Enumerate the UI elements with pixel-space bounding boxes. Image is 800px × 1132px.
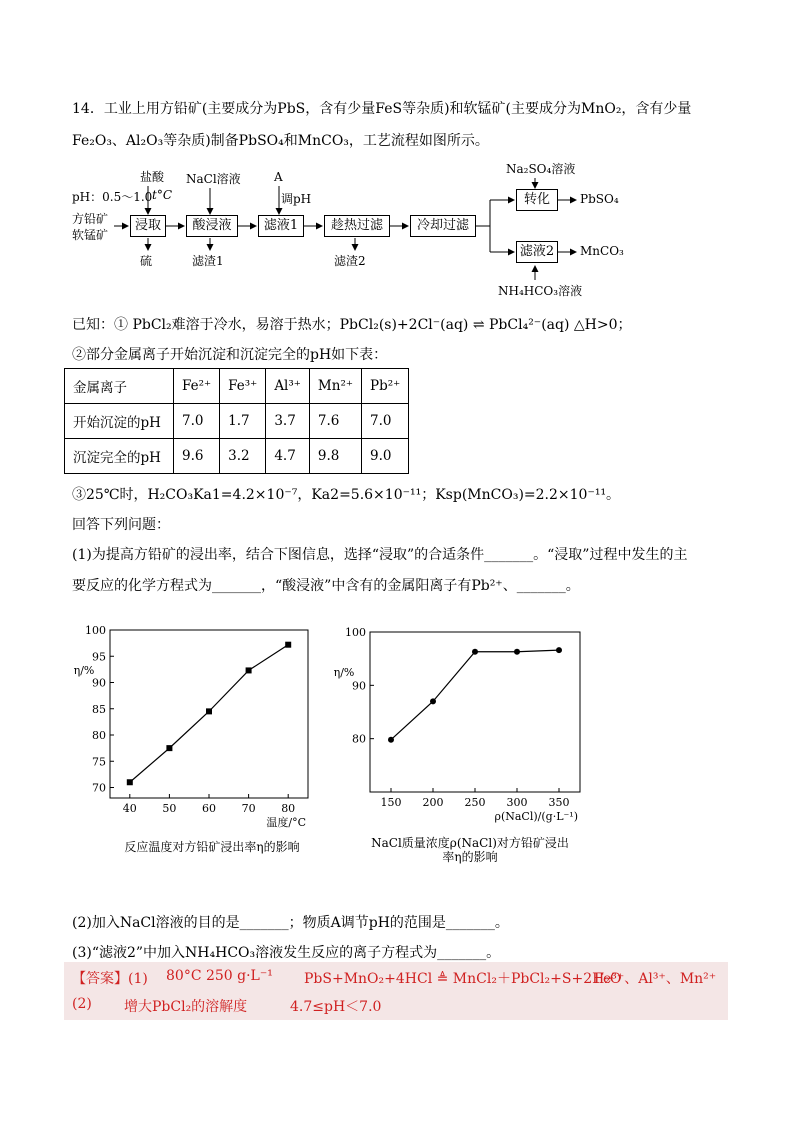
table-header-cell: Al³⁺	[266, 369, 310, 404]
y-tick-label: 100	[345, 626, 366, 639]
data-point	[246, 667, 252, 673]
x-tick-label: 60	[202, 802, 216, 815]
table-cell: 4.7	[266, 439, 310, 474]
y-axis-label: η/%	[73, 664, 95, 677]
data-point	[285, 642, 291, 648]
filtrate2-box: 滤液2	[516, 241, 558, 263]
mnco3-product: MnCO₃	[580, 244, 624, 258]
data-point	[430, 698, 436, 704]
question-line-1: 14．工业上用方铅矿(主要成分为PbS，含有少量FeS等杂质)和软锰矿(主要成分为MnO₂，含有少量	[72, 101, 692, 117]
y-tick-label: 100	[85, 624, 106, 637]
x-axis-label: 温度/°C	[266, 816, 306, 829]
data-point	[514, 649, 520, 655]
chart1-title: 反应温度对方铅矿浸出率η的影响	[124, 840, 300, 854]
precipitation-ph-table	[64, 368, 409, 474]
y-tick-label: 90	[352, 679, 366, 693]
y-tick-label: 70	[92, 781, 106, 795]
known-line-1: 已知：① PbCl₂难溶于冷水，易溶于热水；PbCl₂(s)+2Cl⁻(aq) ⇌ PbCl₄²⁻(aq) △H>0；	[72, 317, 632, 333]
y-tick-label: 85	[92, 702, 106, 716]
question-line-2: Fe₂O₃、Al₂O₃等杂质)制备PbSO₄和MnCO₃，工艺流程如图所示。	[72, 133, 489, 149]
table-header-row	[65, 369, 409, 404]
sulfur-output: 硫	[140, 254, 153, 268]
y-tick-label: 80	[352, 732, 366, 746]
nh4hco3-reagent: NH₄HCO₃溶液	[498, 284, 583, 298]
cool-filter-box: 冷却过滤	[410, 215, 476, 237]
flow-arrows	[0, 0, 800, 300]
data-point	[206, 708, 212, 714]
hot-filter-box: 趁热过滤	[324, 215, 390, 237]
pbso4-product: PbSO₄	[580, 192, 619, 206]
data-point	[556, 647, 562, 653]
y-tick-label: 80	[92, 729, 106, 742]
plot-frame	[370, 632, 580, 792]
answer-equation: PbS+MnO₂+4HCl ≜ MnCl₂＋PbCl₂+S+2H₂O	[304, 971, 622, 987]
x-tick-label: 250	[464, 796, 486, 809]
raw-material-2: 软锰矿	[72, 228, 109, 242]
data-point	[388, 737, 394, 743]
table-cell: 开始沉淀的pH	[65, 404, 174, 439]
x-tick-label: 350	[548, 796, 570, 809]
answer-ph-range: 4.7≤pH＜7.0	[290, 999, 382, 1015]
x-tick-label: 50	[162, 802, 177, 815]
table-cell: 9.8	[309, 439, 361, 474]
prompt: 回答下列问题：	[72, 517, 170, 533]
answer-tag-2: (2)	[72, 996, 92, 1012]
question-1-line-1: (1)为提高方铅矿的浸出率，结合下图信息，选择“浸取”的合适条件_______。“浸取”过程中发生的主	[72, 547, 688, 563]
table-cell: 9.6	[174, 439, 220, 474]
data-point	[127, 779, 133, 785]
reagent-a: A	[274, 170, 283, 184]
series-line	[391, 650, 559, 740]
adjust-ph-label: 调pH	[281, 192, 312, 206]
table-header-cell: Fe³⁺	[220, 369, 266, 404]
x-tick-label: 200	[422, 796, 444, 809]
data-point	[166, 745, 172, 751]
x-axis-label: ρ(NaCl)/(g·L⁻¹)	[494, 810, 578, 823]
table-header-cell: 金属离子	[65, 369, 174, 404]
table-cell: 1.7	[220, 404, 266, 439]
answer-tag: 【答案】(1)	[72, 971, 148, 987]
na2so4-reagent: Na₂SO₄溶液	[506, 162, 576, 176]
y-axis-label: η/%	[333, 666, 355, 679]
table-cell: 3.7	[266, 404, 310, 439]
table-header-cell: Mn²⁺	[309, 369, 361, 404]
table-row	[65, 439, 409, 474]
x-tick-label: 300	[506, 796, 528, 809]
question-3: (3)“滤液2”中加入NH₄HCO₃溶液发生反应的离子方程式为_______。	[72, 945, 501, 961]
raw-material-1: 方铅矿	[72, 212, 109, 226]
x-tick-label: 40	[122, 802, 137, 815]
table-header-cell: Pb²⁺	[361, 369, 408, 404]
residue2-output: 滤渣2	[334, 254, 366, 268]
table-cell: 沉淀完全的pH	[65, 439, 174, 474]
y-tick-label: 75	[92, 755, 106, 769]
acid-leachate-box: 酸浸液	[186, 215, 238, 237]
table-cell: 7.6	[309, 404, 361, 439]
x-tick-label: 70	[241, 802, 256, 815]
filtrate1-box: 滤液1	[258, 215, 304, 237]
data-point	[472, 649, 478, 655]
table-cell: 3.2	[220, 439, 266, 474]
chart-temperature	[60, 618, 330, 848]
known-line-2: ②部分金属离子开始沉淀和沉淀完全的pH如下表：	[72, 347, 388, 363]
chart-nacl-concentration	[330, 620, 590, 830]
table-cell: 7.0	[361, 404, 408, 439]
answer-box	[64, 962, 728, 1020]
question-1-line-2: 要反应的化学方程式为_______，“酸浸液”中含有的金属阳离子有Pb²⁺、_______。	[72, 578, 580, 594]
nacl-reagent: NaCl溶液	[186, 172, 241, 186]
y-tick-label: 90	[92, 676, 106, 690]
leach-box: 浸取	[130, 215, 166, 237]
x-tick-label: 80	[281, 802, 296, 815]
question-2: (2)加入NaCl溶液的目的是_______；物质A调节pH的范围是_______。	[72, 915, 509, 931]
y-tick-label: 95	[92, 650, 106, 664]
chart2-title: NaCl质量浓度ρ(NaCl)对方铅矿浸出率η的影响	[371, 836, 569, 864]
answer-condition: 80°C 250 g·L⁻¹	[166, 968, 273, 984]
hcl-reagent: 盐酸	[140, 170, 165, 184]
temperature-condition: t°C	[152, 188, 173, 202]
residue1-output: 滤渣1	[192, 254, 224, 268]
table-cell: 7.0	[174, 404, 220, 439]
table-row	[65, 404, 409, 439]
table-header-cell: Fe²⁺	[174, 369, 220, 404]
table-cell: 9.0	[361, 439, 408, 474]
answer-ions: Fe³⁺、Al³⁺、Mn²⁺	[594, 971, 717, 987]
known-line-3: ③25℃时，H₂CO₃Ka1=4.2×10⁻⁷，Ka2=5.6×10⁻¹¹；Ksp(MnCO₃)=2.2×10⁻¹¹。	[72, 487, 621, 503]
answer-purpose: 增大PbCl₂的溶解度	[124, 999, 248, 1015]
x-tick-label: 150	[380, 796, 402, 809]
convert-box: 转化	[516, 189, 558, 211]
ph-condition: pH：0.5～1.0	[72, 190, 153, 204]
